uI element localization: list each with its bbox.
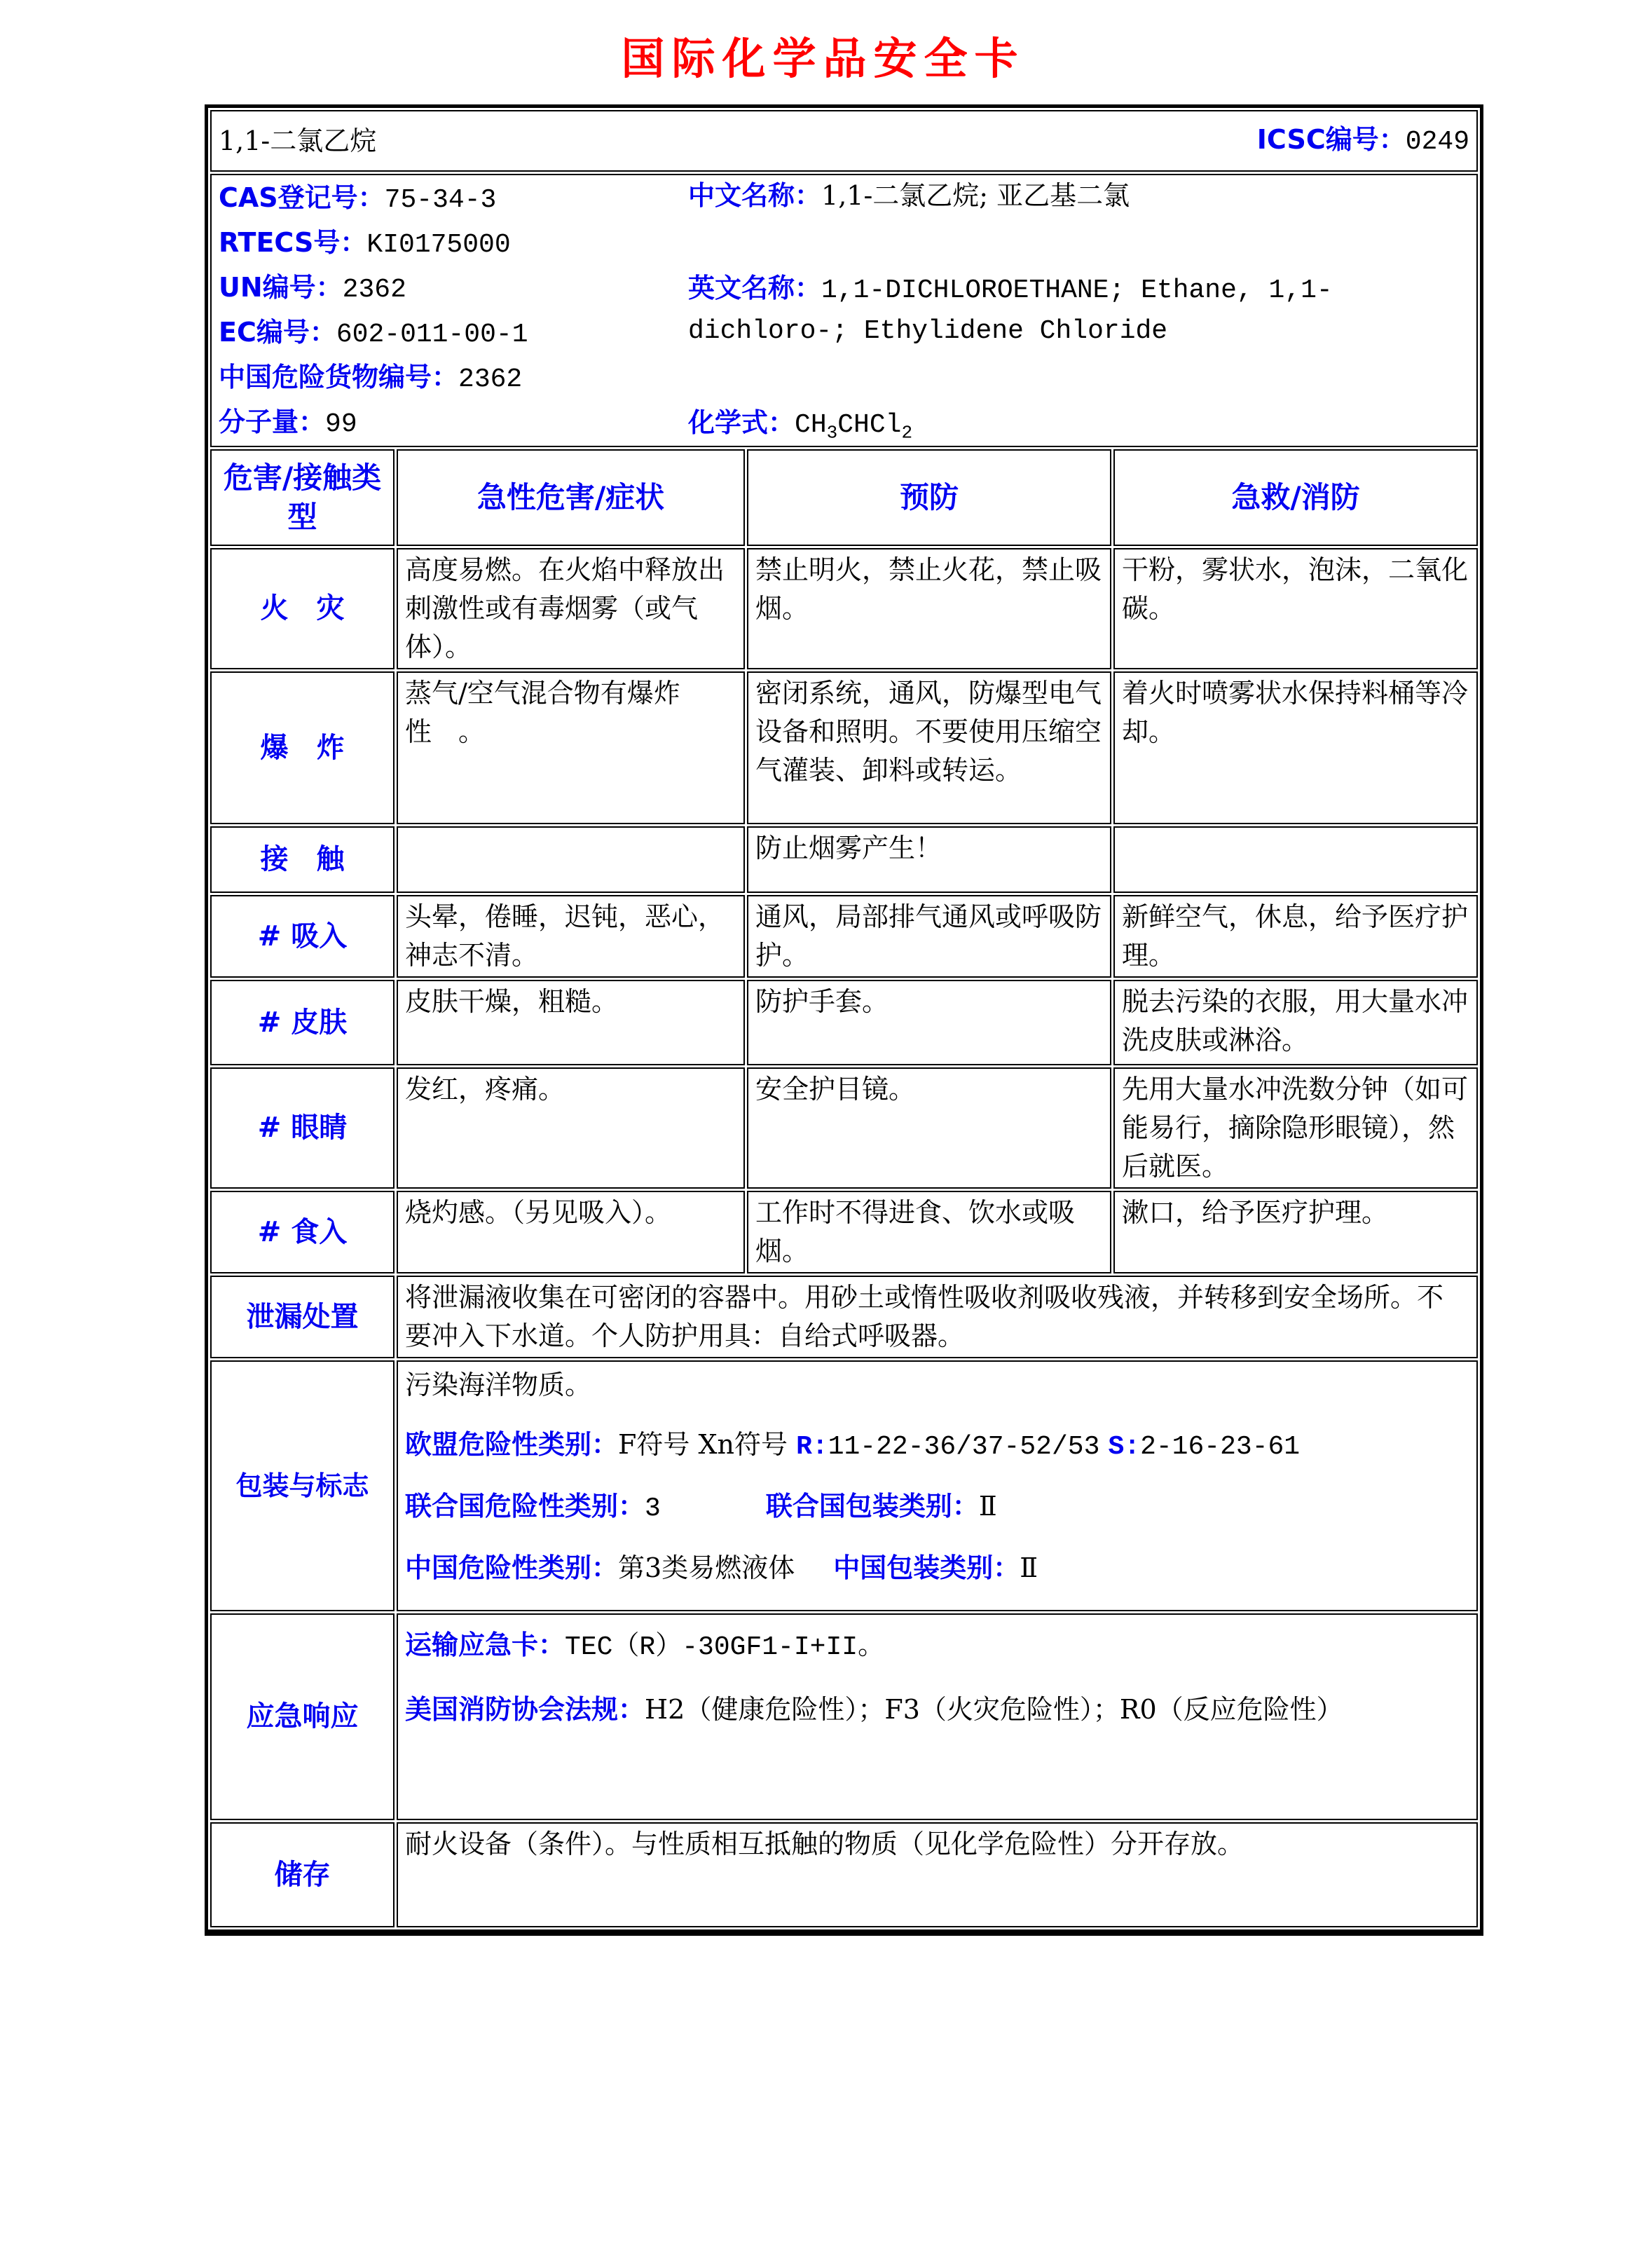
card-header-row — [210, 110, 1478, 172]
identifiers-row — [210, 174, 1478, 447]
emergency-label: 应急响应 — [210, 1613, 395, 1820]
english-name-line: 英文名称：1,1-DICHLOROETHANE; Ethane, 1,1-dichloro-; Ethylidene Chloride — [688, 272, 1333, 346]
packaging-label: 包装与标志 — [210, 1360, 395, 1611]
storage-label: 储存 — [210, 1822, 395, 1927]
packaging-content — [397, 1360, 1478, 1611]
hazard-row-inhalation: # 吸入 头晕，倦睡，迟钝，恶心，神志不清。 通风，局部排气通风或呼吸防护。 新鲜空气，休息，给予医疗护理。 — [210, 895, 1478, 978]
molecular-weight: 分子量：99 — [219, 407, 357, 439]
identifiers-cell — [210, 174, 1478, 447]
identifier-list — [219, 177, 688, 444]
header-hazard-type: 危害/接触类型 — [210, 449, 395, 546]
tec-line: 运输应急卡：TEC（R）-30GF1-I+II。 — [405, 1630, 885, 1662]
un-class-line: 联合国危险性类别：3 联合国包装类别：Ⅱ — [405, 1491, 997, 1524]
spill-text: 将泄漏液收集在可密闭的容器中。用砂土或惰性吸收剂吸收残液，并转移到安全场所。不要冲入下水道。个人防护用具：自给式呼吸器。 — [397, 1276, 1478, 1358]
header-symptoms: 急性危害/症状 — [397, 449, 745, 546]
emergency-content — [397, 1613, 1478, 1820]
storage-row — [210, 1822, 1478, 1927]
hazard-header-row — [210, 449, 1478, 546]
cas-number: CAS登记号：75-34-3 — [219, 182, 497, 215]
icsc-number — [1257, 121, 1469, 161]
formula-line: 化学式：$CH_3CHCl_2$ — [688, 407, 913, 444]
hazard-row-explosion: 爆 炸 蒸气/空气混合物有爆炸性 。 密闭系统，通风，防爆型电气设备和照明。不要使用压缩空气灌装、卸料或转运。 着火时喷雾状水保持料桶等冷却。 — [210, 671, 1478, 824]
spill-row — [210, 1276, 1478, 1358]
un-number: UN编号：2362 — [219, 272, 406, 305]
chinese-name-line: 中文名称：1,1-二氯乙烷; 亚乙基二氯 — [688, 180, 1130, 211]
card-header-cell — [210, 110, 1478, 172]
packaging-row — [210, 1360, 1478, 1611]
rtecs-number: RTECS号：KI0175000 — [219, 227, 511, 260]
hazard-row-skin: # 皮肤 皮肤干燥，粗糙。 防护手套。 脱去污染的衣服，用大量水冲洗皮肤或淋浴。 — [210, 980, 1478, 1065]
name-block — [688, 177, 1469, 444]
storage-text: 耐火设备（条件）。与性质相互抵触的物质（见化学危险性）分开存放。 — [397, 1822, 1478, 1927]
icsc-value: 0249 — [1405, 127, 1469, 157]
eu-class-line: 欧盟危险性类别：F符号 Xn符号 R:11-22-36/37-52/53 S:2-16-23-61 — [405, 1429, 1301, 1462]
chemical-formula: $CH_3CHCl_2$ — [795, 410, 913, 444]
safety-card-table — [205, 104, 1483, 1936]
ec-number: EC编号：602-011-00-1 — [219, 317, 528, 350]
hazard-row-ingestion: # 食入 烧灼感。（另见吸入）。 工作时不得进食、饮水或吸烟。 漱口，给予医疗护理。 — [210, 1191, 1478, 1273]
spill-label: 泄漏处置 — [210, 1276, 395, 1358]
china-dg-number: 中国危险货物编号：2362 — [219, 362, 523, 395]
nfpa-line: 美国消防协会法规：H2（健康危险性）；F3（火灾危险性）；R0（反应危险性） — [405, 1694, 1343, 1725]
page-title: 国际化学品安全卡 — [621, 33, 1025, 84]
icsc-label: ICSC编号： — [1256, 124, 1406, 155]
hazard-row-eyes: # 眼睛 发红，疼痛。 安全护目镜。 先用大量水冲洗数分钟（如可能易行，摘除隐形眼镜），然后就医。 — [210, 1067, 1478, 1189]
marine-pollutant-line: 污染海洋物质。 — [405, 1369, 592, 1400]
header-firstaid: 急救/消防 — [1113, 449, 1478, 546]
cn-class-line: 中国危险性类别：第3类易燃液体 中国包装类别：Ⅱ — [405, 1552, 1038, 1583]
hazard-row-fire: 火 灾 高度易燃。在火焰中释放出刺激性或有毒烟雾（或气体）。 禁止明火，禁止火花，禁止吸烟。 干粉，雾状水，泡沫，二氧化碳。 — [210, 548, 1478, 669]
chemical-name: 1,1-二氯乙烷 — [219, 125, 377, 156]
emergency-row — [210, 1613, 1478, 1820]
header-prevention: 预防 — [747, 449, 1111, 546]
hazard-row-exposure: 接 触 防止烟雾产生！ — [210, 826, 1478, 893]
